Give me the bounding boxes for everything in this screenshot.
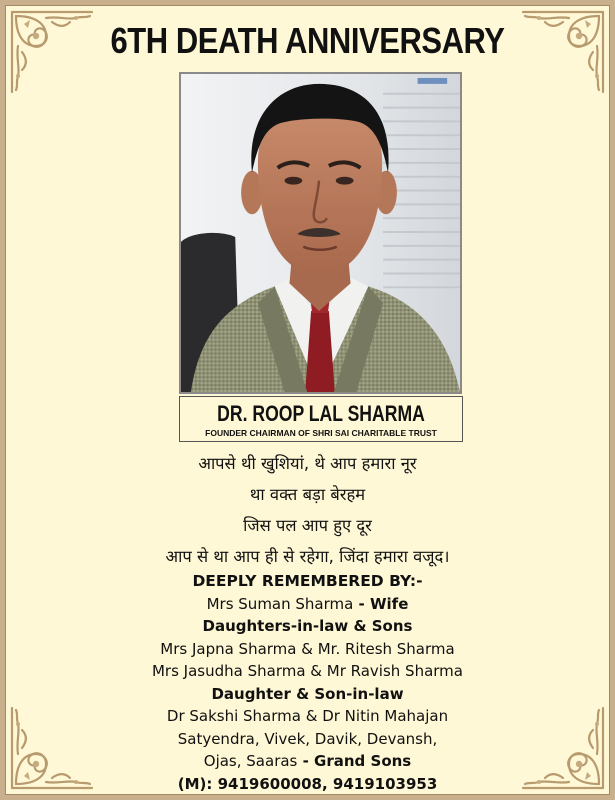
phone-numbers: (M): 9419600008, 9419103953	[177, 774, 438, 793]
grandsons-names: Ojas, Saaras	[203, 752, 298, 770]
dil-heading: Daughters-in-law & Sons	[202, 617, 413, 635]
remembered-by-section	[6, 570, 609, 795]
daughter-line: Dr Sakshi Sharma & Dr Nitin Mahajan	[166, 707, 449, 725]
obituary-card	[5, 5, 610, 795]
wife-relation: - Wife	[353, 594, 409, 613]
wife-line	[6, 593, 609, 616]
dil-line: Mrs Japna Sharma & Mr. Ritesh Sharma	[160, 639, 455, 658]
remembered-heading: DEEPLY REMEMBERED BY:-	[192, 572, 423, 590]
person-designation: FOUNDER CHAIRMAN OF SHRI SAI CHARITABLE TRUST	[205, 428, 437, 438]
grandsons-line: Satyendra, Vivek, Davik, Devansh,	[177, 729, 438, 748]
grandsons-line-2	[6, 750, 609, 773]
person-name: DR. ROOP LAL SHARMA	[217, 401, 425, 426]
grandsons-label: - Grand Sons	[297, 752, 412, 770]
poem-line: आप से था आप ही से रहेगा, जिंदा हमारा वजूद।	[165, 547, 450, 566]
name-box	[179, 396, 463, 442]
page-title: 6TH DEATH ANNIVERSARY	[110, 20, 505, 61]
daughter-heading: Daughter & Son-in-law	[211, 684, 404, 703]
tribute-poem	[6, 448, 609, 572]
portrait-photo	[179, 72, 462, 394]
poem-line: था वक्त बड़ा बेरहम	[249, 485, 366, 504]
dil-line: Mrs Jasudha Sharma & Mr Ravish Sharma	[151, 662, 463, 680]
poem-line: जिस पल आप हुए दूर	[243, 516, 372, 535]
wife-name: Mrs Suman Sharma	[206, 594, 354, 613]
poem-line: आपसे थी खुशियां, थे आप हमारा नूर	[198, 454, 417, 473]
